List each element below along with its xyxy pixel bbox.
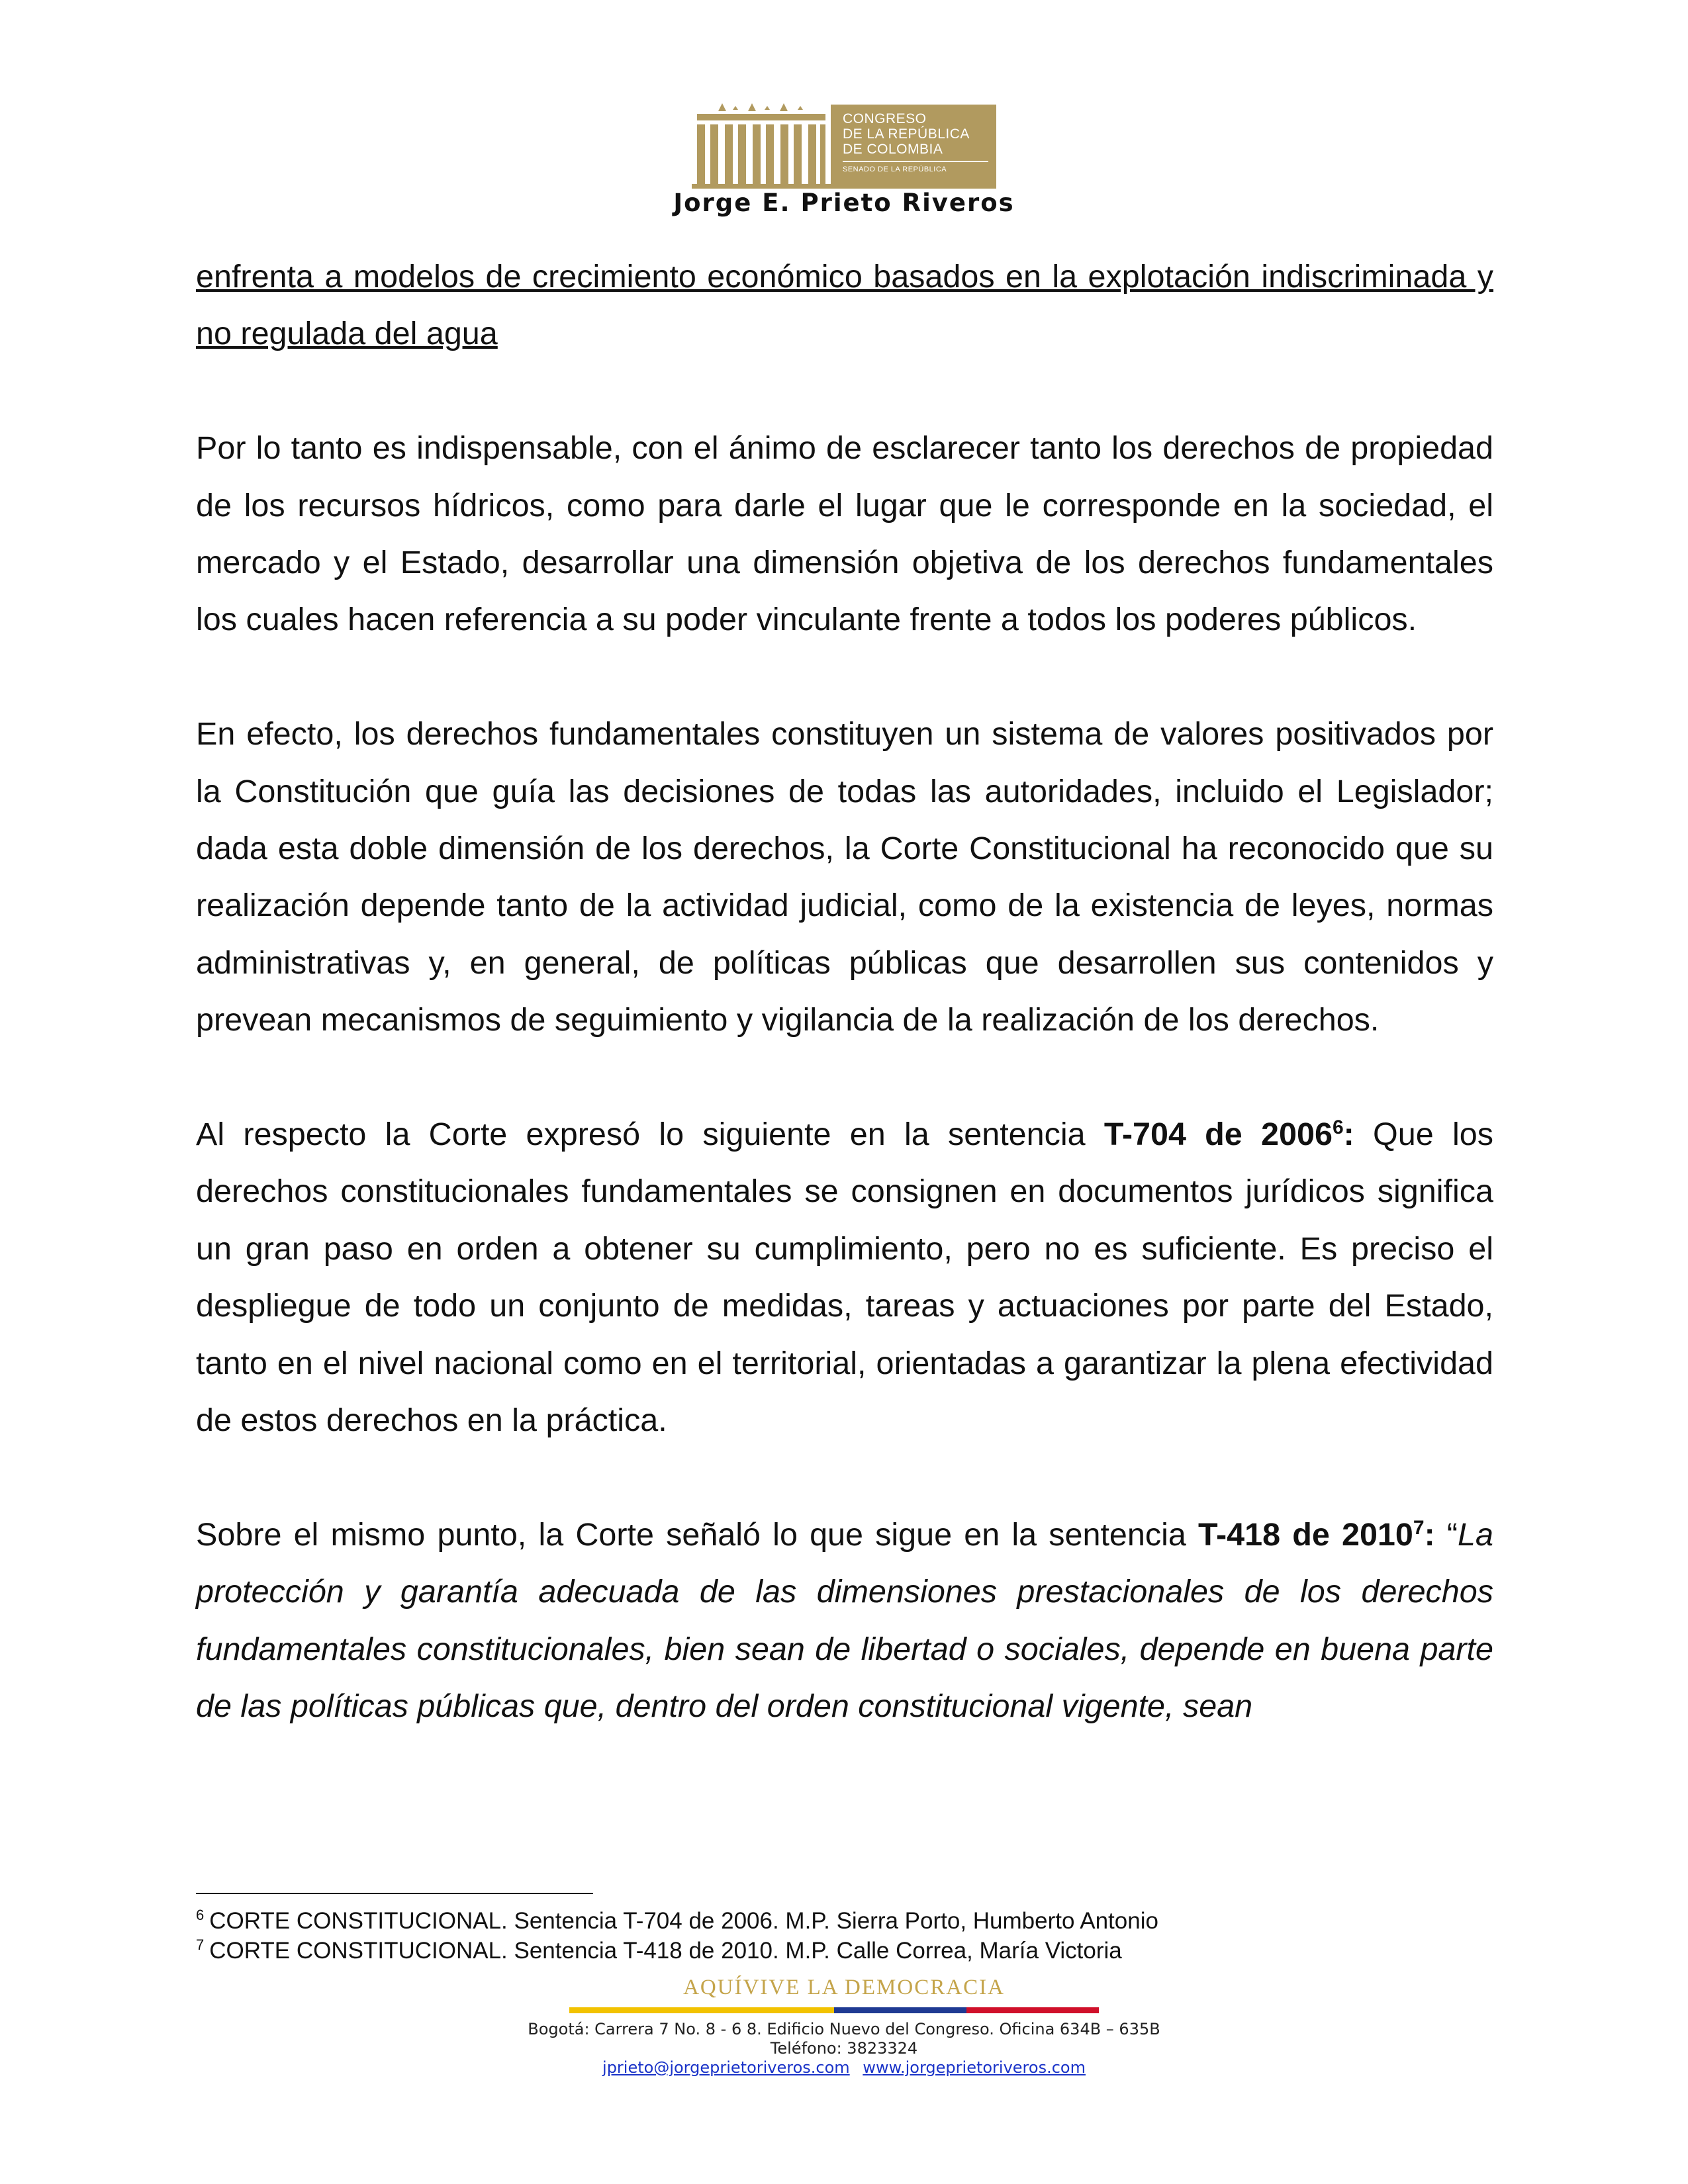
footer-slogan: AQUÍVIVE LA DEMOCRACIA (683, 1976, 1005, 1999)
logo-line-senado: SENADO DE LA REPÚBLICA (843, 165, 947, 173)
author-name: Jorge E. Prieto Riveros (673, 189, 1015, 217)
email-link[interactable]: jprieto@jorgeprietoriveros.com (602, 2058, 850, 2077)
footnote-text: CORTE CONSTITUCIONAL. Sentencia T-704 de 2006. M.P. Sierra Porto, Humberto Antonio (209, 1908, 1158, 1934)
footnote-item (196, 1906, 1493, 1936)
logo-line-republica: DE LA REPÚBLICA (843, 126, 970, 142)
footer-address: Bogotá: Carrera 7 No. 8 - 6 8. Edificio Nuevo del Congreso. Oficina 634B – 635B (528, 2020, 1160, 2038)
open-quote: “ (1434, 1516, 1458, 1553)
case-colon: : (1343, 1116, 1354, 1153)
flag-yellow (569, 2007, 834, 2013)
paragraph-continued: enfrenta a modelos de crecimiento económico basados en la explotación indiscriminada y no regulada del agua (196, 259, 1493, 352)
footer-contact (0, 2020, 1688, 2077)
logo-divider (843, 161, 988, 162)
paragraph-text: Que los derechos constitucionales fundamentales se consignen en documentos jurídicos significa un gran paso en orden a obtener su cumplimiento, pero no es suficiente. Es preciso el despliegue de todo un conjunto de medidas, tareas y actuaciones por parte del Estado, tanto en el nivel nacional como en el territorial, orientadas a garantizar la plena efectividad de estos derechos en la práctica. (196, 1116, 1493, 1439)
congress-logo-text (831, 105, 996, 189)
footer-links (0, 2058, 1688, 2077)
footnote-item (196, 1936, 1493, 1966)
document-body (196, 248, 1493, 1792)
paragraph-text: Sobre el mismo punto, la Corte señaló lo que sigue en la sentencia (196, 1516, 1199, 1553)
footnote-separator (196, 1893, 593, 1894)
footnote-text: CORTE CONSTITUCIONAL. Sentencia T-418 de 2010. M.P. Calle Correa, María Victoria (209, 1938, 1122, 1964)
footnotes (196, 1906, 1493, 1966)
website-link[interactable]: www.jorgeprietoriveros.com (863, 2058, 1086, 2077)
paragraph: Por lo tanto es indispensable, con el ánimo de esclarecer tanto los derechos de propiedad de los recursos hídricos, como para darle el lugar que le corresponde en la sociedad, el mercado y el Estado, desarrollar una dimensión objetiva de los derechos fundamentales los cuales hacen referencia a su poder vinculante frente a todos los poderes públicos. (196, 430, 1493, 638)
footnote-marker[interactable]: 6 (1332, 1116, 1344, 1138)
logo-line-congreso: CONGRESO (843, 111, 927, 126)
footer-phone: Teléfono: 3823324 (770, 2039, 918, 2058)
case-reference: T-704 de 2006 (1103, 1116, 1333, 1153)
case-colon: : (1424, 1516, 1435, 1553)
paragraph-text: Al respecto la Corte expresó lo siguiente en la sentencia (196, 1116, 1104, 1153)
logo-line-colombia: DE COLOMBIA (843, 142, 943, 157)
quoted-text: La protección y garantía adecuada de las dimensiones prestacionales de los derechos fundamentales constitucionales, bien sean de libertad o sociales, depende en buena parte de las políticas públicas que, dentro del orden constitucional vigente, sean (196, 1516, 1493, 1725)
footnote-number: 7 (196, 1936, 205, 1954)
colombia-flag-stripe (569, 2007, 1099, 2013)
footnote-marker[interactable]: 7 (1413, 1516, 1425, 1539)
paragraph-t704 (196, 1106, 1493, 1449)
capitol-building-icon (692, 99, 831, 189)
congress-logo (692, 99, 996, 189)
flag-blue (834, 2007, 966, 2013)
flag-red (966, 2007, 1099, 2013)
case-reference: T-418 de 2010 (1198, 1516, 1413, 1553)
page-header (0, 0, 1688, 225)
paragraph-t418 (196, 1506, 1493, 1735)
paragraph: En efecto, los derechos fundamentales constituyen un sistema de valores positivados por la Constitución que guía las decisiones de todas las autoridades, incluido el Legislador; dada esta doble dimensión de los derechos, la Corte Constitucional ha reconocido que su realización depende tanto de la actividad judicial, como de la existencia de leyes, normas administrativas y, en general, de políticas públicas que desarrollen sus contenidos y prevean mecanismos de seguimiento y vigilancia de la realización de los derechos. (196, 716, 1493, 1038)
footnote-number: 6 (196, 1907, 205, 1924)
